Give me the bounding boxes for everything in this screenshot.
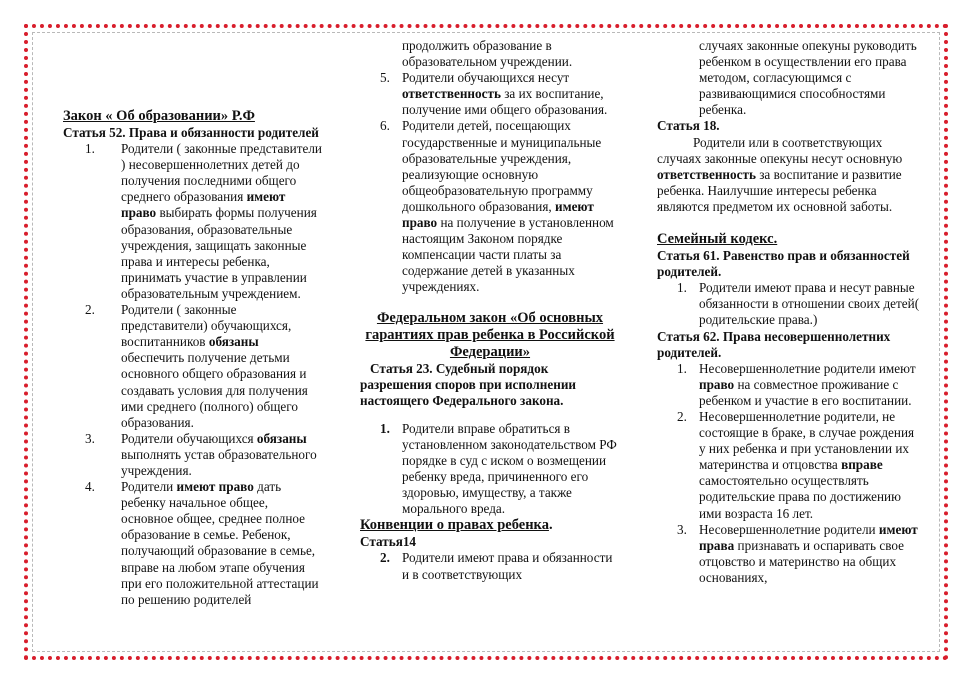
list-item [677,522,922,586]
item-text: Родители обучающихся несут ответственность за их воспитание, получение ими общего образования. [402,70,608,118]
column-2 [360,38,620,583]
family-code-title: Семейный кодекс. [657,231,778,248]
list-item [677,361,922,409]
item-number: 2. [85,302,95,318]
article-18-heading: Статья 18. [657,118,720,134]
column-3 [657,38,922,586]
continued-text: случаях законные опекуны руководить ребенком в осуществлении его права методом, согласующимся с развивающимися способностями ребенка. [699,38,917,118]
list-item [677,280,922,328]
article-61-heading: Статья 61. Равенство прав и обязанностей родителей. [657,248,910,280]
list-item [85,431,323,479]
item-text: Родители ( законные представители ) несовершеннолетних детей до получения последними общего среднего образования имеют право выбирать формы получения образования, образовательные учреждения, защищать законные права и интересы ребенка, принимать участие в управлении образовательным учреждением. [121,141,322,301]
item-number: 1. [85,141,95,157]
article-62-list [657,361,922,586]
item-text: Несовершеннолетние родители имеют права признавать и оспаривать свое отцовство и материнство на общих основаниях, [699,521,918,585]
list-item [85,141,323,302]
article-23-heading: Статья 23. Судебный порядок разрешения споров при исполнении настоящего Федерального закона. [360,360,577,408]
item-number: 5. [380,70,390,86]
column-1 [63,108,323,608]
item-text: Родители детей, посещающих государственные и муниципальные образовательные учреждения, реализующие основную общеобразовательную программу дошкольного образования, имеют право на получение в установленном настоящим Законом порядке компенсации части платы за содержание детей в указанных учреждениях. [402,118,614,295]
item-number: 1. [677,360,687,376]
continued-text: продолжить образование в образовательном учреждении. [402,38,573,70]
article-52-heading: Статья 52. Права и обязанности родителей [63,125,319,140]
article-61-list [657,280,922,328]
article-18-text: Родители или в соответствующих случаях законные опекуны несут основную ответственность за воспитание и развитие ребенка. Наилучшие интересы ребенка являются предметом их основной заботы. [657,134,903,214]
article-14-list [360,550,620,582]
item-number: 1. [677,280,687,296]
item-number: 2. [677,408,687,424]
item-text: Родители имеют права и несут равные обязанности в отношении своих детей( родительские права.) [699,280,920,328]
item-number: 4. [85,479,95,495]
article-23-list [360,421,620,518]
item-text: Родители ( законные представители) обучающихся, воспитанников обязаны обеспечить получение детьми основного общего образования и создавать условия для получения ими среднего (полного) общего образования. [121,302,308,430]
list-item [380,421,620,518]
article-14-heading: Статья14 [360,534,417,550]
item-text: Несовершеннолетние родители, не состоящие в браке, в случае рождения у них ребенка и при установлении их материнства и отцовства вправе самостоятельно осуществлять родительские права по достижению ими возраста 16 лет. [699,408,915,521]
item-number: 1. [380,420,390,436]
item-number: 6. [380,118,390,134]
item-number: 3. [85,430,95,446]
law-title-child-rights: Федеральном закон «Об основных гарантиях прав ребенка в Российской Федерации» [365,309,615,360]
list-item [677,409,922,522]
list-item [380,70,620,118]
item-text: Родители обучающихся обязаны выполнять устав образовательного учреждения. [121,430,317,478]
list-item [380,550,620,582]
list-item [85,479,323,608]
law-title-education: Закон « Об образовании» Р.Ф [63,108,255,124]
article-62-heading: Статья 62. Права несовершеннолетних родителей. [657,328,891,360]
item-number: 2. [380,550,390,566]
article-52-list-cont [360,70,620,295]
list-item [85,302,323,431]
item-text: Родители имеют право дать ребенку начальное общее, основное общее, среднее полное образование в семье. Ребенок, получающий образование в семье, вправе на любом этапе обучения при его положительной аттестации по решению родителей [121,479,319,607]
article-52-list [63,141,323,608]
item-text: Родители имеют права и обязанности и в соответствующих [402,550,613,582]
item-text: Несовершеннолетние родители имеют право на совместное проживание с ребенком и участие в его воспитании. [699,360,916,408]
convention-title: Конвенции о правах ребенка. [360,517,553,534]
item-text: Родители вправе обратиться в установленном законодательством РФ порядке в суд с иском о возмещении ребенку вреда, причиненного его здоровью, имуществу, а также морального вреда. [402,420,617,517]
list-item [380,118,620,295]
item-number: 3. [677,521,687,537]
